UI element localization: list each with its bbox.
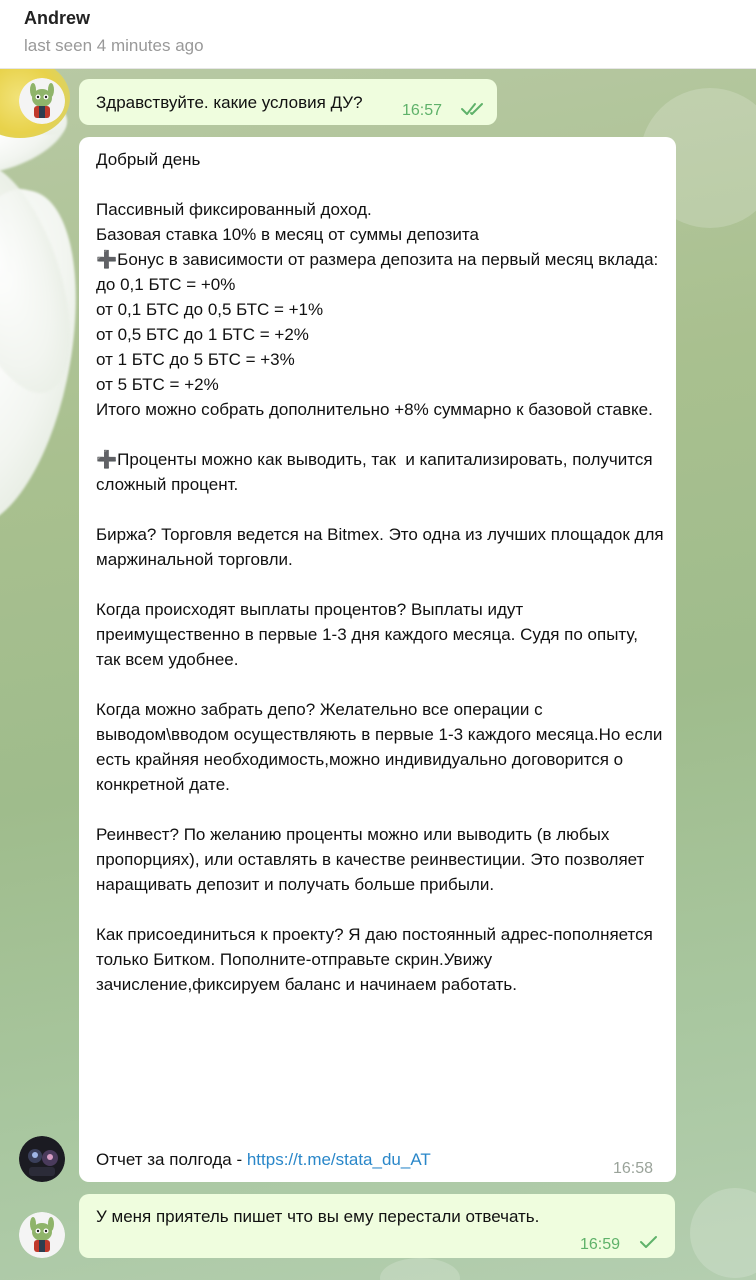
avatar-self[interactable] xyxy=(19,1212,65,1258)
message-text: У меня приятель пишет что вы ему перестали отвечать. xyxy=(96,1207,540,1226)
message-bubble-outgoing[interactable] xyxy=(79,1194,675,1258)
report-line xyxy=(96,1147,431,1172)
avatar-contact[interactable] xyxy=(19,1136,65,1182)
contact-name[interactable]: Andrew xyxy=(24,8,91,28)
avatar-self[interactable] xyxy=(19,78,65,124)
single-check-icon xyxy=(639,1234,659,1250)
message-time: 16:59 xyxy=(580,1236,621,1253)
message-text: Добрый день Пассивный фиксированный доход. Базовая ставка 10% в месяц от суммы депозита ➕Бонус в зависимости от размера депозита на первый месяц вклада: до 0,1 БТС = +0% от 0,1 БТС до 0,5 БТС = +1% от 0,5 БТС до 1 БТС = +2% от 1 БТС до 5 БТС = +3% от 5 БТС = +2% Итого можно собрать дополнительно +8% суммарно к базовой ставке. ➕Проценты можно как выводить, так и капитализировать, получится сложный процент. Биржа? Торговля ведется на Bitmex. Это одна из лучших площадок для маржинальной торговли. Когда происходят выплаты процентов? Выплаты идут преимущественно в первые 1-3 дня каждого месяца. Судя по опыту, так всем удобнее. Когда можно забрать депо? Желательно все операции с выводом\вводом осуществляють в первые 1-3 каждого месяца.Но если есть крайняя необходимость,можно индивидуально договорится о конкретной дате. Реинвест? По желанию проценты можно или выводить (в любых пропорциях), или оставлять в качестве реинвестиции. Это позволяет наращивать депозит и получать больше прибыли. Как присоединиться к проекту? Я даю постоянный адрес-пополняется только Битком. Пополните-отправьте скрин.Увижу зачисление,фиксируем баланс и начинаем работать. xyxy=(96,150,664,994)
report-link[interactable]: https://t.me/stata_du_AT xyxy=(246,1150,431,1169)
message-time: 16:57 xyxy=(402,102,443,119)
report-label: Отчет за полгода - xyxy=(96,1150,247,1169)
contact-status: last seen 4 minutes ago xyxy=(24,36,204,55)
message-bubble-incoming[interactable] xyxy=(79,137,676,1182)
message-bubble-outgoing[interactable] xyxy=(79,79,497,125)
message-text: Здравствуйте. какие условия ДУ? xyxy=(96,93,363,112)
double-check-icon xyxy=(460,101,488,117)
chat-header[interactable] xyxy=(0,0,756,69)
message-time: 16:58 xyxy=(613,1160,654,1177)
